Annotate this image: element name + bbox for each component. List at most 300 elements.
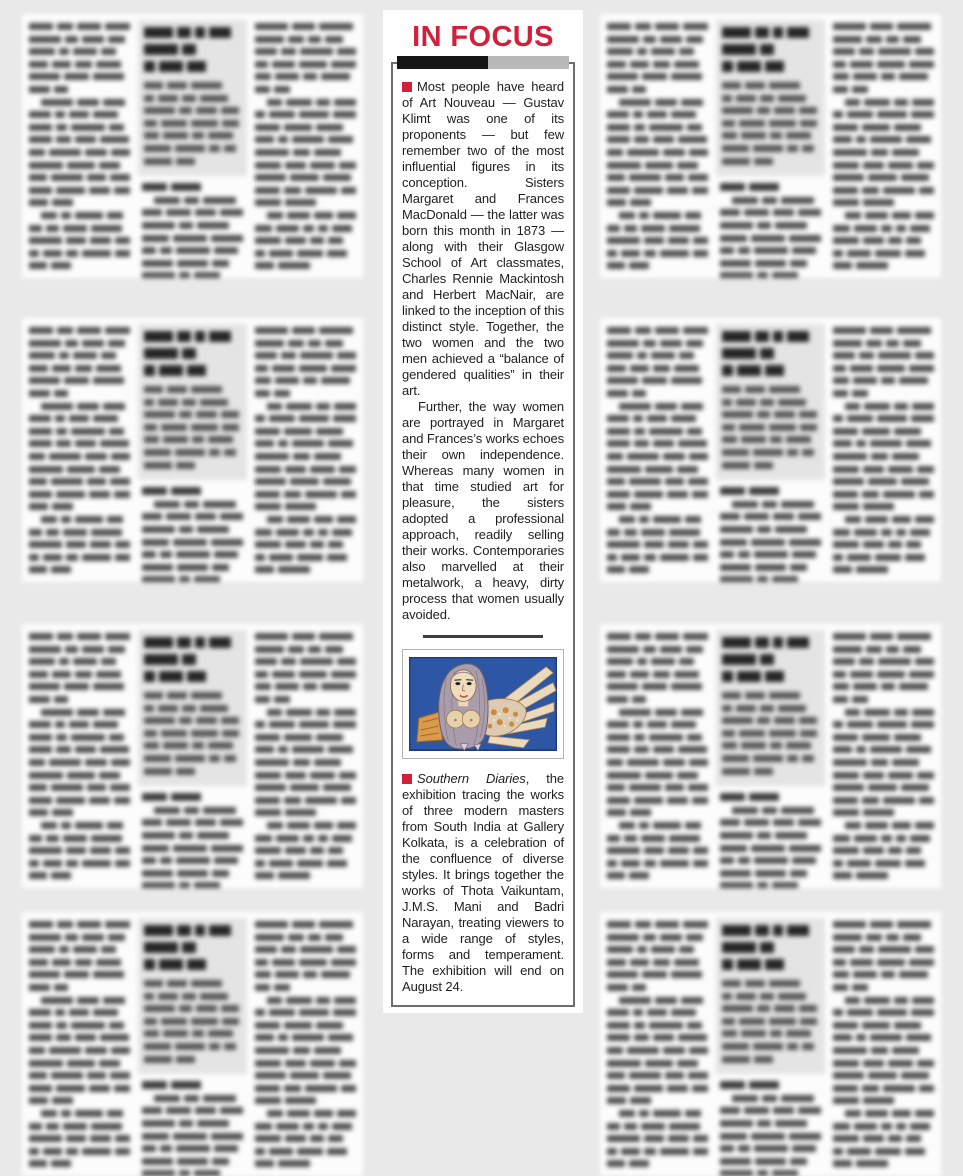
blurred-word <box>862 797 879 804</box>
blurred-word <box>630 671 649 678</box>
blurred-text-line <box>144 331 241 342</box>
blurred-word <box>341 1085 356 1092</box>
blurred-word <box>845 99 860 106</box>
blurred-word <box>786 742 811 749</box>
blurred-word <box>144 1056 172 1063</box>
blurred-word <box>833 478 864 485</box>
blurred-word <box>56 797 85 804</box>
blurred-text-line <box>255 633 356 640</box>
blurred-word <box>29 453 45 460</box>
blurred-word <box>687 1022 702 1029</box>
blurred-text-line <box>255 136 356 143</box>
blurred-word <box>29 529 42 536</box>
blurred-word <box>255 1085 280 1092</box>
blurred-word <box>59 946 69 953</box>
blurred-word <box>29 784 47 791</box>
blurred-word <box>255 1060 281 1067</box>
blurred-word <box>144 1030 159 1037</box>
blurred-word <box>870 1034 902 1041</box>
blurred-word <box>760 348 774 359</box>
blurred-text-line <box>722 1030 819 1037</box>
blurred-word <box>144 158 172 165</box>
blurred-text-line <box>833 721 934 728</box>
blurred-word <box>29 250 39 257</box>
blurred-word <box>607 390 628 397</box>
blurred-word <box>863 1135 884 1142</box>
blurred-text-line <box>607 352 708 359</box>
blurred-text-line <box>833 365 934 372</box>
blurred-text-line <box>833 1060 934 1067</box>
blurred-word <box>894 124 921 131</box>
blurred-word <box>911 721 934 728</box>
blurred-word <box>875 250 901 257</box>
blurred-word <box>176 158 195 165</box>
blurred-text-line <box>255 415 356 422</box>
blurred-word <box>720 564 751 571</box>
blurred-word <box>46 835 59 842</box>
blurred-word <box>29 721 51 728</box>
blurred-word <box>901 784 929 791</box>
blurred-word <box>847 860 871 867</box>
blurred-word <box>196 107 217 114</box>
blurred-word <box>67 1060 95 1067</box>
blurred-word <box>663 453 685 460</box>
blurred-word <box>722 1018 735 1025</box>
blurred-text-line <box>720 1133 821 1140</box>
blurred-word <box>647 721 667 728</box>
blurred-word <box>29 746 52 753</box>
blurred-word <box>323 784 351 791</box>
blurred-text-line <box>255 1060 356 1067</box>
blurred-text-line <box>720 870 821 877</box>
blurred-word <box>833 1072 864 1079</box>
blurred-word <box>175 1043 205 1050</box>
blurred-word <box>255 759 289 766</box>
blurred-word <box>678 136 707 143</box>
blurred-word <box>888 1060 913 1067</box>
blurred-word <box>607 759 623 766</box>
blurred-word <box>182 399 196 406</box>
blurred-word <box>310 1135 324 1142</box>
blurred-word <box>870 327 893 334</box>
blurred-word <box>278 872 310 879</box>
blurred-word <box>853 377 877 384</box>
blurred-word <box>660 554 689 561</box>
blurred-word <box>863 503 894 510</box>
blurred-word <box>679 658 694 665</box>
blurred-word <box>255 466 281 473</box>
blurred-word <box>158 993 178 1000</box>
blurred-word <box>644 1135 664 1142</box>
blurred-word <box>142 1107 162 1114</box>
blurred-word <box>209 145 220 152</box>
blurred-word <box>179 107 192 114</box>
blurred-word <box>607 835 620 842</box>
blurred-word <box>786 132 811 139</box>
blurred-word <box>642 971 667 978</box>
blurred-word <box>75 746 96 753</box>
blurred-word <box>255 946 277 953</box>
blurred-text-line <box>255 1047 356 1054</box>
blurred-word <box>607 491 630 498</box>
blurred-word <box>868 478 897 485</box>
blurred-text-line <box>833 111 934 118</box>
blurred-text-line <box>833 554 934 561</box>
blurred-word <box>176 462 195 469</box>
blurred-word <box>177 27 191 38</box>
blurred-word <box>621 1148 640 1155</box>
blurred-word <box>894 709 908 716</box>
blurred-word <box>671 111 696 118</box>
blurred-word <box>54 86 68 93</box>
blurred-word <box>255 428 280 435</box>
blurred-word <box>905 1148 925 1155</box>
blurred-word <box>833 1047 867 1054</box>
blurred-word <box>720 857 734 864</box>
blurred-word <box>321 73 350 80</box>
blurred-word <box>917 772 934 779</box>
blurred-word <box>281 946 296 953</box>
blurred-word <box>334 709 356 716</box>
blurred-word <box>29 61 48 68</box>
blurred-word <box>641 529 665 536</box>
blurred-headline-box <box>716 918 825 1074</box>
blurred-word <box>255 847 281 854</box>
blurred-word <box>693 860 708 867</box>
blurred-word <box>29 1072 47 1079</box>
blurred-text-column <box>833 921 934 1167</box>
blurred-text-line <box>720 209 821 216</box>
blurred-word <box>75 516 103 523</box>
blurred-word <box>679 352 694 359</box>
blurred-word <box>192 742 204 749</box>
blurred-headline-column <box>720 921 821 1167</box>
blurred-word <box>179 832 193 839</box>
blurred-word <box>305 187 337 194</box>
blurred-word <box>299 365 327 372</box>
blurred-word <box>915 48 934 55</box>
blurred-text-line <box>607 822 708 829</box>
blurred-word <box>144 95 154 102</box>
blurred-word <box>29 187 52 194</box>
blurred-text-line <box>607 946 708 953</box>
blurred-word <box>255 746 274 753</box>
blurred-word <box>894 428 921 435</box>
blurred-text-line <box>255 428 356 435</box>
blurred-word <box>63 225 87 232</box>
blurred-word <box>607 784 625 791</box>
blurred-text-line <box>144 717 241 724</box>
blurred-word <box>142 209 162 216</box>
blurred-text-line <box>833 822 934 829</box>
blurred-text-line <box>833 646 934 653</box>
blurred-word <box>738 857 750 864</box>
blurred-word <box>751 845 785 852</box>
blurred-word <box>179 272 190 278</box>
blurred-word <box>275 971 299 978</box>
blurred-word <box>757 1005 770 1012</box>
blurred-word <box>154 1095 180 1102</box>
blurred-word <box>607 340 639 347</box>
blurred-text-line <box>607 721 708 728</box>
blurred-word <box>671 683 702 690</box>
blurred-word <box>627 149 659 156</box>
blurred-word <box>660 934 682 941</box>
blurred-word <box>641 225 665 232</box>
blurred-word <box>281 48 296 55</box>
blurred-word <box>211 1133 243 1140</box>
blurred-word <box>328 1135 343 1142</box>
blurred-word <box>859 658 874 665</box>
blurred-text-line <box>142 513 243 520</box>
blurred-text-line <box>720 501 821 508</box>
blurred-text-line <box>29 199 130 206</box>
blurred-word <box>722 742 737 749</box>
blurred-word <box>52 199 73 206</box>
blurred-word <box>720 235 747 242</box>
blurred-word <box>751 539 785 546</box>
blurred-word <box>833 73 849 80</box>
blurred-word <box>255 440 274 447</box>
blurred-word <box>897 23 931 30</box>
blurred-word <box>55 1009 65 1016</box>
blurred-text-line <box>833 946 934 953</box>
blurred-text-line <box>29 48 130 55</box>
blurred-word <box>333 111 356 118</box>
blurred-word <box>51 1072 83 1079</box>
blurred-text-line <box>833 784 934 791</box>
blurred-word <box>142 247 156 254</box>
blurred-word <box>875 860 901 867</box>
blurred-word <box>897 633 931 640</box>
blurred-word <box>166 1107 191 1114</box>
blurred-word <box>643 340 656 347</box>
blurred-word <box>755 870 786 877</box>
blurred-word <box>863 1097 894 1104</box>
blurred-word <box>267 212 283 219</box>
blurred-text-line <box>29 1047 130 1054</box>
blurred-word <box>255 250 265 257</box>
blurred-word <box>786 436 811 443</box>
blurred-word <box>71 428 105 435</box>
blurred-word <box>883 797 915 804</box>
blurred-word <box>332 225 352 232</box>
blurred-word <box>651 352 675 359</box>
blurred-text-line <box>833 36 934 43</box>
blurred-text-line <box>255 835 356 842</box>
blurred-word <box>29 466 63 473</box>
blurred-word <box>651 48 675 55</box>
blurred-word <box>773 819 794 826</box>
blurred-word <box>645 772 673 779</box>
blurred-word <box>607 541 640 548</box>
blurred-word <box>109 428 124 435</box>
blurred-word <box>917 1060 934 1067</box>
blurred-word <box>607 73 638 80</box>
blurred-word <box>203 501 236 508</box>
blurred-word <box>833 759 867 766</box>
blurred-word <box>337 516 356 523</box>
blurred-word <box>833 971 849 978</box>
blurred-text-line <box>722 671 819 682</box>
blurred-word <box>674 959 699 966</box>
blurred-word <box>871 453 888 460</box>
blurred-word <box>93 683 124 690</box>
blurred-word <box>327 860 347 867</box>
blurred-word <box>644 541 664 548</box>
blurred-word <box>906 541 921 548</box>
blurred-word <box>722 27 751 38</box>
blurred-word <box>878 946 911 953</box>
blurred-text-line <box>722 436 819 443</box>
blurred-word <box>308 934 321 941</box>
blurred-word <box>915 212 934 219</box>
blurred-word <box>46 225 59 232</box>
blurred-word <box>321 377 350 384</box>
in-focus-box <box>391 62 575 1007</box>
blurred-word <box>160 247 172 254</box>
blurred-word <box>332 835 352 842</box>
blurred-word <box>649 124 683 131</box>
blurred-word <box>674 365 699 372</box>
blurred-headline-box <box>138 324 247 480</box>
blurred-word <box>787 755 798 762</box>
blurred-word <box>59 48 69 55</box>
blurred-word <box>109 734 124 741</box>
blurred-word <box>665 174 684 181</box>
blurred-word <box>159 61 183 72</box>
blurred-word <box>105 921 130 928</box>
blurred-word <box>287 516 310 523</box>
blurred-word <box>833 61 846 68</box>
blurred-text-line <box>607 415 708 422</box>
blurred-word <box>308 36 321 43</box>
blurred-word <box>59 658 69 665</box>
blurred-word <box>663 1047 685 1054</box>
blurred-word <box>630 809 651 816</box>
blurred-word <box>607 633 631 640</box>
blurred-word <box>833 466 859 473</box>
blurred-text-line <box>255 1110 356 1117</box>
blurred-text-line <box>833 377 934 384</box>
blurred-word <box>692 1085 708 1092</box>
blurred-word <box>644 250 656 257</box>
blurred-word <box>790 260 807 267</box>
blurred-word <box>607 1072 625 1079</box>
blurred-word <box>655 633 679 640</box>
blurred-word <box>633 111 643 118</box>
blurred-word <box>269 415 295 422</box>
blurred-text-line <box>142 247 243 254</box>
blurred-text-line <box>720 564 821 571</box>
blurred-word <box>607 872 625 879</box>
blurred-word <box>871 759 888 766</box>
blurred-word <box>870 136 902 143</box>
blurred-word <box>607 1022 630 1029</box>
blurred-word <box>290 174 319 181</box>
blurred-text-line <box>833 1034 934 1041</box>
blurred-word <box>209 925 231 936</box>
blurred-word <box>744 1107 769 1114</box>
blurred-text-line <box>144 1018 241 1025</box>
blurred-text-line <box>144 1056 241 1063</box>
blurred-word <box>297 1148 323 1155</box>
blurred-headline-box <box>716 630 825 786</box>
blurred-word <box>288 646 304 653</box>
blurred-word <box>96 365 121 372</box>
blurred-word <box>41 822 57 829</box>
blurred-word <box>255 111 265 118</box>
blurred-word <box>220 1107 243 1114</box>
blurred-word <box>877 671 905 678</box>
blurred-word <box>173 235 207 242</box>
blurred-word <box>278 136 288 143</box>
blurred-word <box>82 340 104 347</box>
in-focus-title: IN FOCUS <box>412 21 554 53</box>
blurred-headline-box <box>716 324 825 480</box>
blurred-word <box>43 250 62 257</box>
blurred-word <box>195 819 216 826</box>
blurred-word <box>71 734 105 741</box>
blurred-text-line <box>833 683 934 690</box>
blurred-text-line <box>607 671 708 678</box>
blurred-text-line <box>29 453 130 460</box>
blurred-word <box>741 1030 766 1037</box>
blurred-word <box>71 124 105 131</box>
blurred-word <box>915 352 934 359</box>
blurred-word <box>142 819 162 826</box>
blurred-word <box>142 832 175 839</box>
blurred-word <box>177 564 208 571</box>
blurred-word <box>208 742 233 749</box>
blurred-word <box>607 503 626 510</box>
blurred-word <box>29 860 39 867</box>
blurred-word <box>634 734 645 741</box>
blurred-word <box>877 1009 907 1016</box>
blurred-word <box>29 1085 52 1092</box>
blurred-text-line <box>722 742 819 749</box>
blurred-text-line <box>142 1107 243 1114</box>
blurred-word <box>881 1123 892 1130</box>
blurred-word <box>877 111 907 118</box>
blurred-word <box>720 819 740 826</box>
blurred-word <box>175 755 205 762</box>
blurred-word <box>142 272 175 278</box>
blurred-word <box>255 529 272 536</box>
blurred-word <box>912 99 934 106</box>
blurred-word <box>209 1043 220 1050</box>
blurred-text-line <box>142 1133 243 1140</box>
blurred-text-line <box>607 541 708 548</box>
blurred-word <box>255 36 284 43</box>
blurred-word <box>833 671 846 678</box>
blurred-word <box>762 1095 777 1102</box>
blurred-word <box>303 529 314 536</box>
blurred-word <box>859 352 874 359</box>
blurred-word <box>316 709 330 716</box>
blurred-word <box>678 440 707 447</box>
blurred-word <box>722 671 733 682</box>
blurred-word <box>769 692 800 699</box>
blurred-word <box>744 819 769 826</box>
blurred-word <box>82 646 104 653</box>
blurred-text-line <box>255 759 356 766</box>
blurred-word <box>93 73 124 80</box>
blurred-text-line <box>29 162 130 169</box>
blurred-word <box>630 199 651 206</box>
blurred-text-line <box>142 1158 243 1165</box>
blurred-text-line <box>29 428 130 435</box>
